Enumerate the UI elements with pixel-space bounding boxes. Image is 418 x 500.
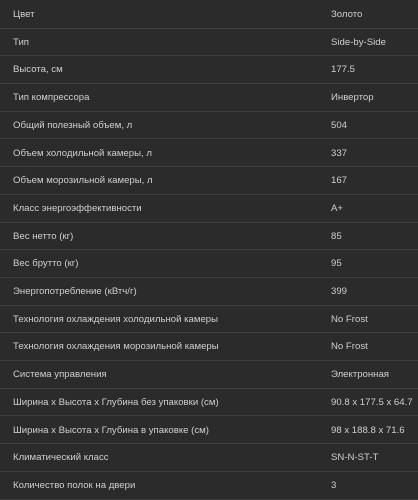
spec-row-control-system (0, 361, 418, 389)
spec-value: SN-N-ST-T (331, 452, 379, 464)
spec-label: Технология охлаждения морозильной камеры (13, 341, 219, 353)
spec-label: Тип (13, 36, 29, 48)
spec-value: 337 (331, 147, 348, 159)
spec-row-height (0, 56, 418, 84)
spec-row-dimensions-unpacked (0, 389, 418, 417)
spec-value: 85 (331, 230, 342, 242)
spec-row-energy-consumption (0, 278, 418, 306)
spec-label: Вес нетто (кг) (13, 230, 74, 242)
spec-label: Тип компрессора (13, 92, 90, 104)
spec-value: 3 (331, 479, 337, 491)
spec-value: No Frost (331, 313, 368, 325)
spec-label: Ширина х Высота х Глубина в упаковке (см) (13, 424, 209, 436)
spec-value: Золото (331, 9, 363, 20)
spec-value: No Frost (331, 341, 368, 353)
spec-value: Инвертор (331, 92, 374, 104)
spec-label: Цвет (13, 9, 35, 20)
spec-value: 504 (331, 119, 348, 131)
spec-row-type (0, 29, 418, 57)
spec-row-door-shelves (0, 472, 418, 500)
spec-row-gross-weight (0, 250, 418, 278)
spec-label: Система управления (13, 369, 107, 381)
spec-row-freezer-cooling (0, 333, 418, 361)
spec-row-total-volume (0, 112, 418, 140)
spec-label: Общий полезный объем, л (13, 119, 133, 131)
spec-value: Электронная (331, 369, 390, 381)
spec-row-net-weight (0, 223, 418, 251)
spec-value: 98 x 188.8 x 71.6 (331, 424, 405, 436)
spec-label: Вес брутто (кг) (13, 258, 79, 270)
spec-row-dimensions-packed (0, 417, 418, 445)
spec-value: A+ (331, 202, 344, 214)
spec-value: 167 (331, 175, 348, 187)
spec-row-energy-class (0, 195, 418, 223)
spec-label: Объем морозильной камеры, л (13, 175, 153, 187)
spec-row-fridge-cooling (0, 306, 418, 334)
spec-row-freezer-volume (0, 167, 418, 195)
spec-row-fridge-volume (0, 140, 418, 168)
spec-label: Высота, см (13, 64, 63, 76)
spec-value: 95 (331, 258, 342, 270)
spec-label: Класс энергоэффективности (13, 202, 142, 214)
spec-value: 399 (331, 286, 348, 297)
spec-label: Технология охлаждения холодильной камеры (13, 313, 219, 325)
spec-label: Климатический класс (13, 452, 109, 464)
spec-label: Объем холодильной камеры, л (13, 147, 152, 159)
spec-row-climate-class (0, 444, 418, 472)
spec-label: Энергопотребление (кВтч/г) (13, 286, 137, 297)
spec-row-color (0, 1, 418, 29)
spec-label: Ширина х Высота х Глубина без упаковки (см) (13, 396, 219, 408)
spec-row-compressor (0, 84, 418, 112)
spec-value: 177.5 (331, 64, 356, 76)
spec-label: Количество полок на двери (13, 479, 136, 491)
spec-value: 90.8 x 177.5 x 64.7 (331, 396, 413, 408)
spec-value: Side-by-Side (331, 36, 386, 48)
